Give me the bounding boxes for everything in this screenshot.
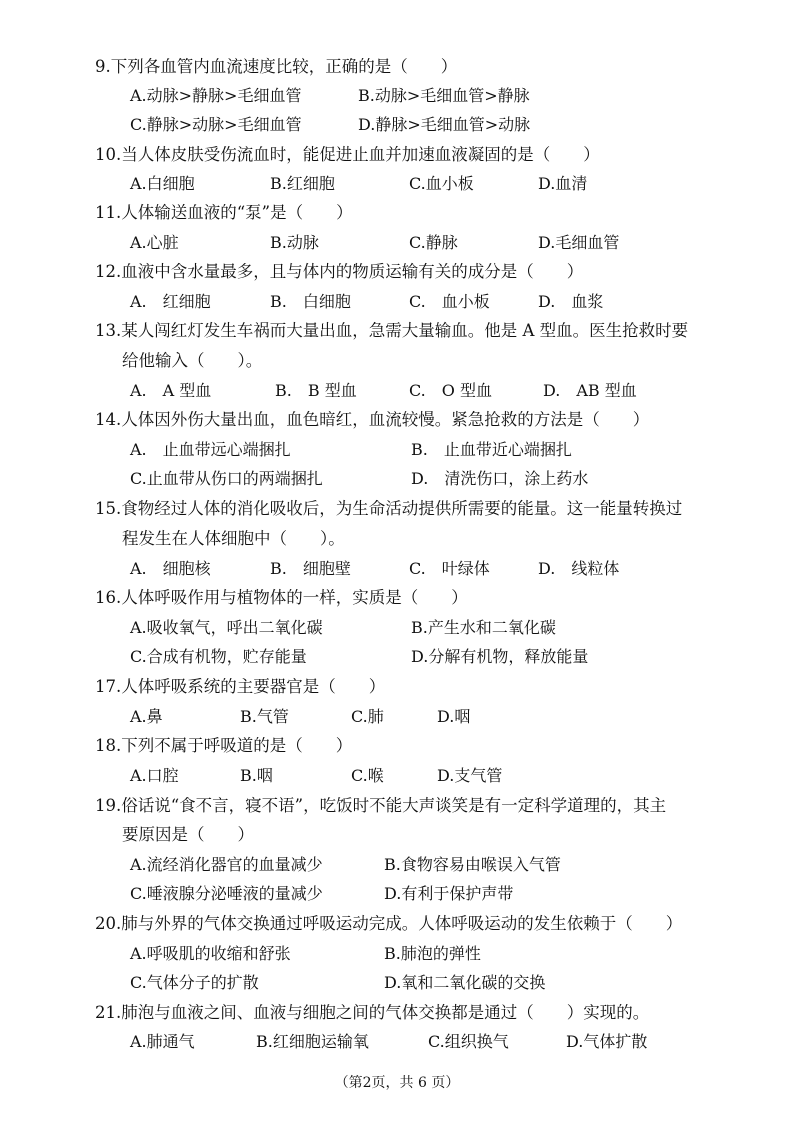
question-19-option-a: A.流经消化器官的血量减少	[130, 855, 323, 874]
question-18-stem: 18.下列不属于呼吸道的是（ ）	[95, 736, 353, 755]
question-20-option-b: B.肺泡的弹性	[384, 944, 481, 963]
question-15-stem-cont: 程发生在人体细胞中（ ）。	[122, 529, 345, 548]
question-20-option-a: A.呼吸肌的收缩和舒张	[130, 944, 291, 963]
question-20-option-d: D.氧和二氧化碳的交换	[384, 973, 546, 992]
question-11-stem: 11.人体输送血液的“泵”是（ ）	[95, 203, 353, 222]
question-16-option-b: B.产生水和二氧化碳	[411, 618, 556, 637]
question-11-option-b: B.动脉	[270, 233, 319, 252]
question-15-option-c: C. 叶绿体	[409, 559, 490, 578]
question-21-stem: 21.肺泡与血液之间、血液与细胞之间的气体交换都是通过（ ）实现的。	[95, 1003, 650, 1022]
question-19-stem-cont: 要原因是（ ）	[122, 825, 254, 844]
question-12-option-d: D. 血浆	[538, 292, 604, 311]
question-13-option-b: B. B 型血	[275, 381, 357, 400]
question-12-stem: 12.血液中含水量最多，且与体内的物质运输有关的成分是（ ）	[95, 262, 584, 281]
question-19-option-c: C.唾液腺分泌唾液的量减少	[130, 884, 323, 903]
question-14-stem: 14.人体因外伤大量出血，血色暗红，血流较慢。紧急抢救的方法是（ ）	[95, 410, 650, 429]
question-9-option-b: B.动脉>毛细血管>静脉	[358, 86, 530, 105]
question-21-option-c: C.组织换气	[428, 1032, 509, 1051]
question-13-option-d: D. AB 型血	[543, 381, 637, 400]
question-16-stem: 16.人体呼吸作用与植物体的一样，实质是（ ）	[95, 588, 468, 607]
question-15-option-b: B. 细胞壁	[270, 559, 351, 578]
question-11-option-d: D.毛细血管	[538, 233, 620, 252]
question-20-option-c: C.气体分子的扩散	[130, 973, 259, 992]
page-footer: （第2页，共 6 页）	[334, 1075, 460, 1091]
question-15-option-a: A. 细胞核	[130, 559, 211, 578]
question-15-stem: 15.食物经过人体的消化吸收后，为生命活动提供所需要的能量。这一能量转换过	[95, 499, 683, 518]
question-18-option-a: A.口腔	[130, 766, 179, 785]
question-18-option-c: C.喉	[351, 766, 384, 785]
question-13-stem-cont: 给他输入（ ）。	[122, 351, 263, 370]
question-18-option-b: B.咽	[240, 766, 273, 785]
question-16-option-d: D.分解有机物，释放能量	[411, 647, 589, 666]
question-21-option-b: B.红细胞运输氧	[256, 1032, 369, 1051]
question-19-stem: 19.俗话说“食不言，寝不语”，吃饭时不能大声谈笑是有一定科学道理的，其主	[95, 796, 667, 815]
question-16-option-a: A.吸收氧气，呼出二氧化碳	[130, 618, 323, 637]
question-17-option-d: D.咽	[437, 707, 471, 726]
question-17-option-c: C.肺	[351, 707, 384, 726]
question-20-stem: 20.肺与外界的气体交换通过呼吸运动完成。人体呼吸运动的发生依赖于（ ）	[95, 914, 683, 933]
question-9-option-c: C.静脉>动脉>毛细血管	[130, 115, 302, 134]
question-17-stem: 17.人体呼吸系统的主要器官是（ ）	[95, 677, 386, 696]
question-9-option-d: D.静脉>毛细血管>动脉	[358, 115, 531, 134]
question-11-option-a: A.心脏	[130, 233, 179, 252]
question-14-option-d: D. 清洗伤口，涂上药水	[411, 469, 589, 488]
question-19-option-b: B.食物容易由喉误入气管	[384, 855, 561, 874]
question-10-option-c: C.血小板	[409, 174, 474, 193]
question-11-option-c: C.静脉	[409, 233, 458, 252]
question-10-stem: 10.当人体皮肤受伤流血时，能促进止血并加速血液凝固的是（ ）	[95, 145, 600, 164]
question-17-option-b: B.气管	[240, 707, 289, 726]
question-14-option-b: B. 止血带近心端捆扎	[411, 440, 572, 459]
question-12-option-a: A. 红细胞	[130, 292, 211, 311]
question-14-option-c: C.止血带从伤口的两端捆扎	[130, 469, 323, 488]
question-21-option-a: A.肺通气	[130, 1032, 195, 1051]
question-9-stem: 9.下列各血管内血流速度比较，正确的是（ ）	[95, 57, 458, 76]
question-10-option-b: B.红细胞	[270, 174, 335, 193]
question-12-option-c: C. 血小板	[409, 292, 490, 311]
question-15-option-d: D. 线粒体	[538, 559, 620, 578]
question-18-option-d: D.支气管	[437, 766, 503, 785]
question-10-option-d: D.血清	[538, 174, 588, 193]
question-21-option-d: D.气体扩散	[566, 1032, 648, 1051]
question-10-option-a: A.白细胞	[130, 174, 195, 193]
question-17-option-a: A.鼻	[130, 707, 163, 726]
question-13-option-c: C. O 型血	[409, 381, 492, 400]
question-13-option-a: A. A 型血	[130, 381, 212, 400]
question-16-option-c: C.合成有机物，贮存能量	[130, 647, 307, 666]
question-19-option-d: D.有利于保护声带	[384, 884, 514, 903]
question-13-stem: 13.某人闯红灯发生车祸而大量出血，急需大量输血。他是 A 型血。医生抢救时要	[95, 321, 689, 340]
question-12-option-b: B. 白细胞	[270, 292, 351, 311]
question-9-option-a: A.动脉>静脉>毛细血管	[130, 86, 302, 105]
question-14-option-a: A. 止血带远心端捆扎	[130, 440, 291, 459]
